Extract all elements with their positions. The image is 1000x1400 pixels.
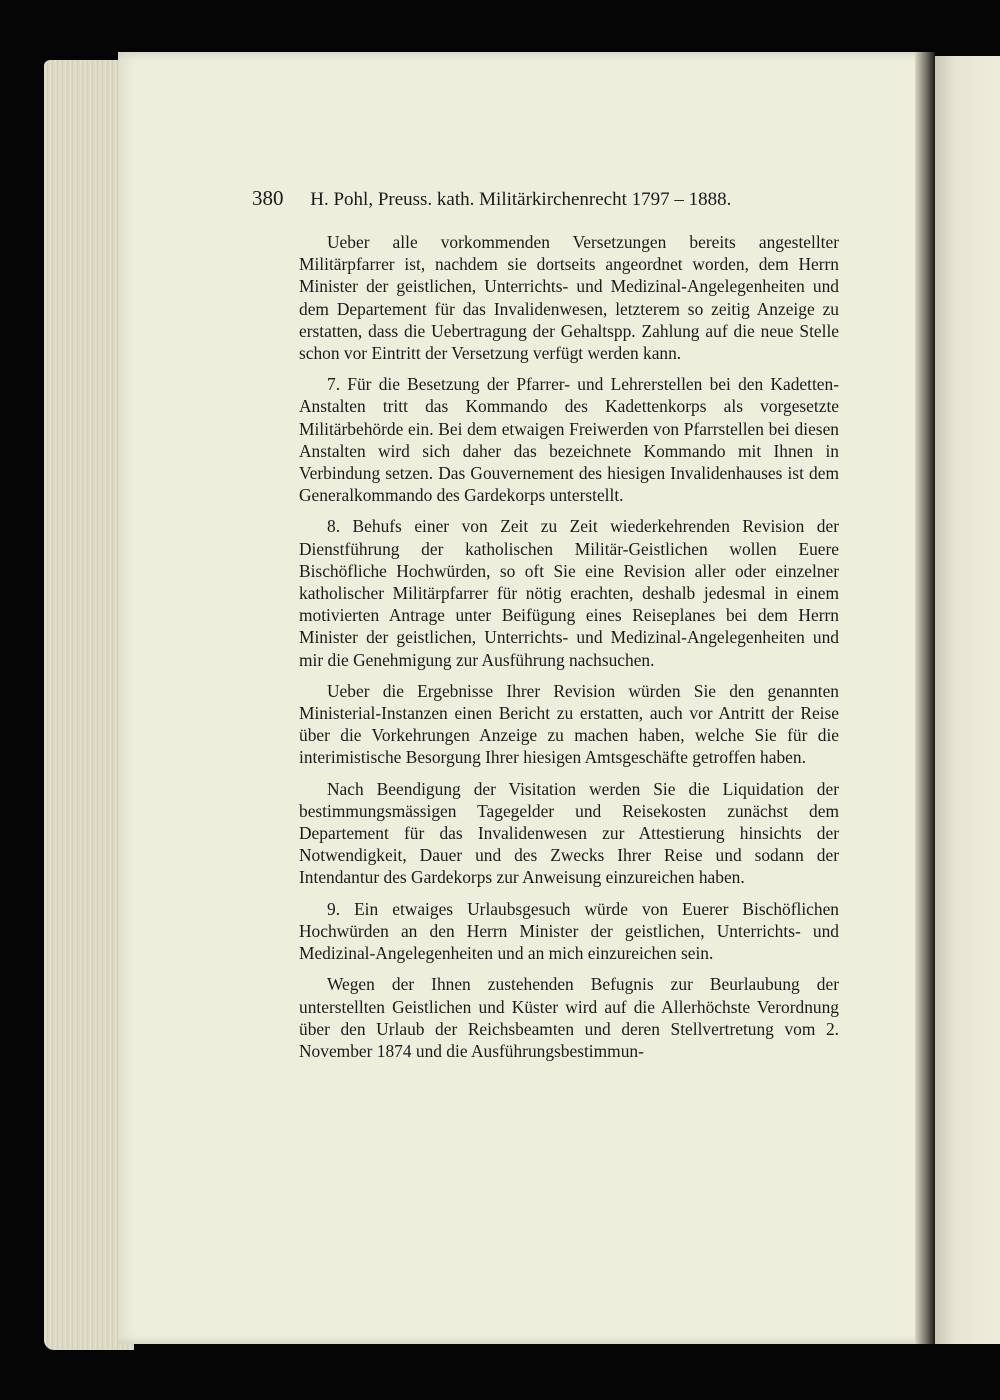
paragraph-visitation: Nach Beendigung der Visitation werden Sie die Liquidation der bestimmungsmässigen Tagegelder und Reisekosten zunächst dem Departement für das Invalidenwesen zur Attestierung hinsichts der Notwendigkeit, Dauer und des Zwecks Ihrer Reise und sodann der Intendantur des Gardekorps zur Anweisung einzureichen haben. xyxy=(299,778,839,888)
running-title: H. Pohl, Preuss. kath. Militärkirchenrecht 1797 – 1888. xyxy=(310,189,732,210)
paragraph-9-urlaub: 9. Ein etwaiges Urlaubsgesuch würde von Euerer Bischöflichen Hochwürden an den Herrn Minister der geistlichen, Unterrichts- und Medizinal-Angelegenheiten und an mich einzureichen sein. xyxy=(299,898,839,964)
paragraph-8-revision: 8. Behufs einer von Zeit zu Zeit wiederkehrenden Revision der Dienstführung der katholischen Militär-Geistlichen wollen Euere Bischöfliche Hochwürden, so oft Sie eine Revision aller oder einzelner katholischer Militärpfarrer für nötig erachten, deshalb jedesmal in einem motivierten Antrage unter Beifügung eines Reiseplanes bei dem Herrn Minister der geistlichen, Unterrichts- und Medizinal-Angelegenheiten und mir die Genehmigung zur Ausführung nachsuchen. xyxy=(299,516,839,670)
running-header xyxy=(252,186,812,211)
body-text xyxy=(299,231,839,1071)
paragraph-7-kadetten: 7. Für die Besetzung der Pfarrer- und Lehrerstellen bei den Kadetten-Anstalten tritt das Kommando des Kadettenkorps als vorgesetzte Militärbehörde ein. Bei dem etwaigen Freiwerden von Pfarrstellen bei diesen Anstalten wird sich daher das bezeichnete Kommando mit Ihnen in Verbindung setzen. Das Gouvernement des hiesigen Invalidenhauses ist dem Generalkommando des Gardekorps unterstellt. xyxy=(299,374,839,506)
paragraph-befugnis: Wegen der Ihnen zustehenden Befugnis zur Beurlaubung der unterstellten Geistlichen und Küster wird auf die Allerhöchste Verordnung über den Urlaub der Reichsbeamten und deren Stellvertretung vom 2. November 1874 und die Ausführungsbestimmun- xyxy=(299,974,839,1061)
paragraph-versetzungen: Ueber alle vorkommenden Versetzungen bereits angestellter Militärpfarrer ist, nachdem sie dortseits angeordnet worden, dem Herrn Minister der geistlichen, Unterrichts- und Medizinal-Angelegenheiten und dem Departement für das Invalidenwesen, letzterem so zeitig Anzeige zu erstatten, dass die Uebertragung der Gehaltspp. Zahlung auf die neue Stelle schon vor Eintritt der Versetzung verfügt werden kann. xyxy=(299,232,839,364)
page-number: 380 xyxy=(252,186,284,210)
paragraph-ergebnisse: Ueber die Ergebnisse Ihrer Revision würden Sie den genannten Ministerial-Instanzen einen Bericht zu erstatten, auch vor Antritt der Reise über die Vorkehrungen Anzeige zu machen haben, welche Sie für die interimistische Besorgung Ihrer hiesigen Amtsgeschäfte getroffen haben. xyxy=(299,680,839,768)
facing-page-edge xyxy=(935,56,1000,1344)
book-gutter xyxy=(915,52,935,1344)
